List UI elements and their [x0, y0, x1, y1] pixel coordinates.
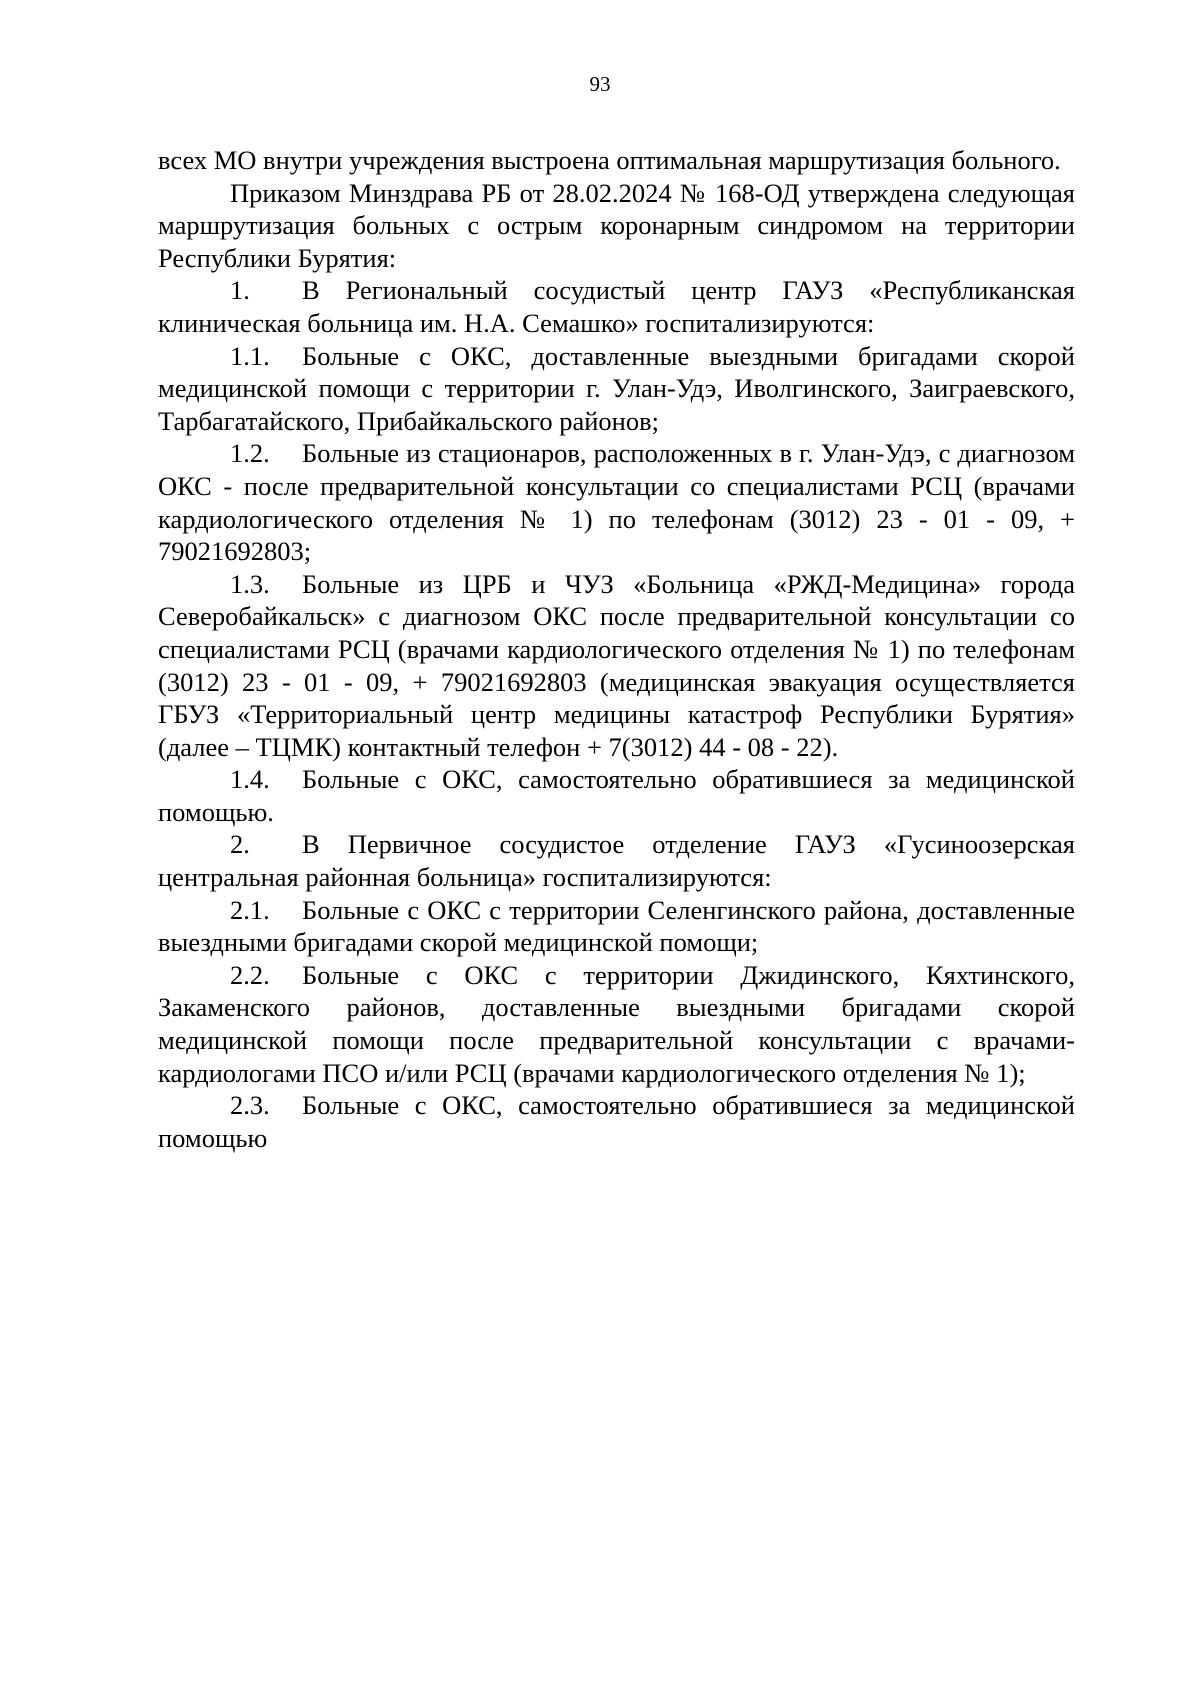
item-text: Больные с ОКС, самостоятельно обратившиеся за медицинской помощью. [158, 764, 1075, 827]
list-item-1-4 [158, 763, 1075, 828]
item-text: Больные с ОКС, самостоятельно обратившиеся за медицинской помощью [158, 1090, 1075, 1153]
list-item-1-3 [158, 568, 1075, 764]
page-number: 93 [589, 72, 611, 96]
item-text: Больные с ОКС с территории Джидинского, Кяхтинского, Закаменского районов, доставленные выездными бригадами скорой медицинской помощи после предварительной консультации с врачами-кардиологами ПСО и/или РСЦ (врачами кардиологического отделения № 1); [158, 959, 1075, 1088]
item-number: 1.4. [230, 764, 270, 795]
item-number: 1.1. [230, 340, 270, 371]
item-number: 1.2. [230, 438, 270, 469]
item-number: 1. [230, 275, 250, 306]
item-text: Больные с ОКС с территории Селенгинского района, доставленные выездными бригадами скорой медицинской помощи; [158, 894, 1075, 958]
paragraph-text: всех МО внутри учреждения выстроена оптимальная маршрутизация больного. [158, 145, 1061, 175]
paragraph-order-intro [158, 177, 1075, 275]
list-item-2 [158, 828, 1075, 893]
item-number: 2.2. [230, 959, 270, 990]
list-item-2-1 [158, 894, 1075, 959]
item-number: 2.3. [230, 1090, 270, 1121]
list-item-2-2 [158, 959, 1075, 1089]
list-item-1-2 [158, 437, 1075, 567]
paragraph-text: Приказом Минздрава РБ от 28.02.2024 № 168-ОД утверждена следующая маршрутизация больных с острым коронарным синдромом на территории Республики Бурятия: [158, 177, 1075, 273]
list-item-1 [158, 274, 1075, 339]
item-number: 1.3. [230, 568, 270, 599]
item-number: 2.1. [230, 894, 270, 925]
item-text: В Первичное сосудистое отделение ГАУЗ «Гусиноозерская центральная районная больница» госпитализируются: [158, 829, 1075, 893]
list-item-1-1 [158, 340, 1075, 438]
paragraph-continuation [158, 144, 1075, 177]
item-text: В Региональный сосудистый центр ГАУЗ «Республиканская клиническая больница им. Н.А. Семашко» госпитализируются: [158, 275, 1075, 338]
list-item-2-3 [158, 1089, 1075, 1154]
document-body [158, 144, 1075, 1154]
item-text: Больные из стационаров, расположенных в г. Улан-Удэ, с диагнозом ОКС - после предварительной консультации со специалистами РСЦ (врачами кардиологического отделения № 1) по телефонам (3012) 23 - 01 - 09, + 79021692803; [158, 438, 1075, 567]
item-text: Больные из ЦРБ и ЧУЗ «Больница «РЖД-Медицина» города Северобайкальск» с диагнозом ОКС после предварительной консультации со специалистами РСЦ (врачами кардиологического отделения № 1) по телефонам (3012) 23 - 01 - 09, + 79021692803 (медицинская эвакуация осуществляется ГБУЗ «Территориальный центр медицины катастроф Республики Бурятия» (далее – ТЦМК) контактный телефон + 7(3012) 44 - 08 - 22). [158, 568, 1075, 762]
item-number: 2. [230, 829, 250, 860]
item-text: Больные с ОКС, доставленные выездными бригадами скорой медицинской помощи с территории г. Улан-Удэ, Иволгинского, Заиграевского, Тарбагатайского, Прибайкальского районов; [158, 340, 1075, 436]
